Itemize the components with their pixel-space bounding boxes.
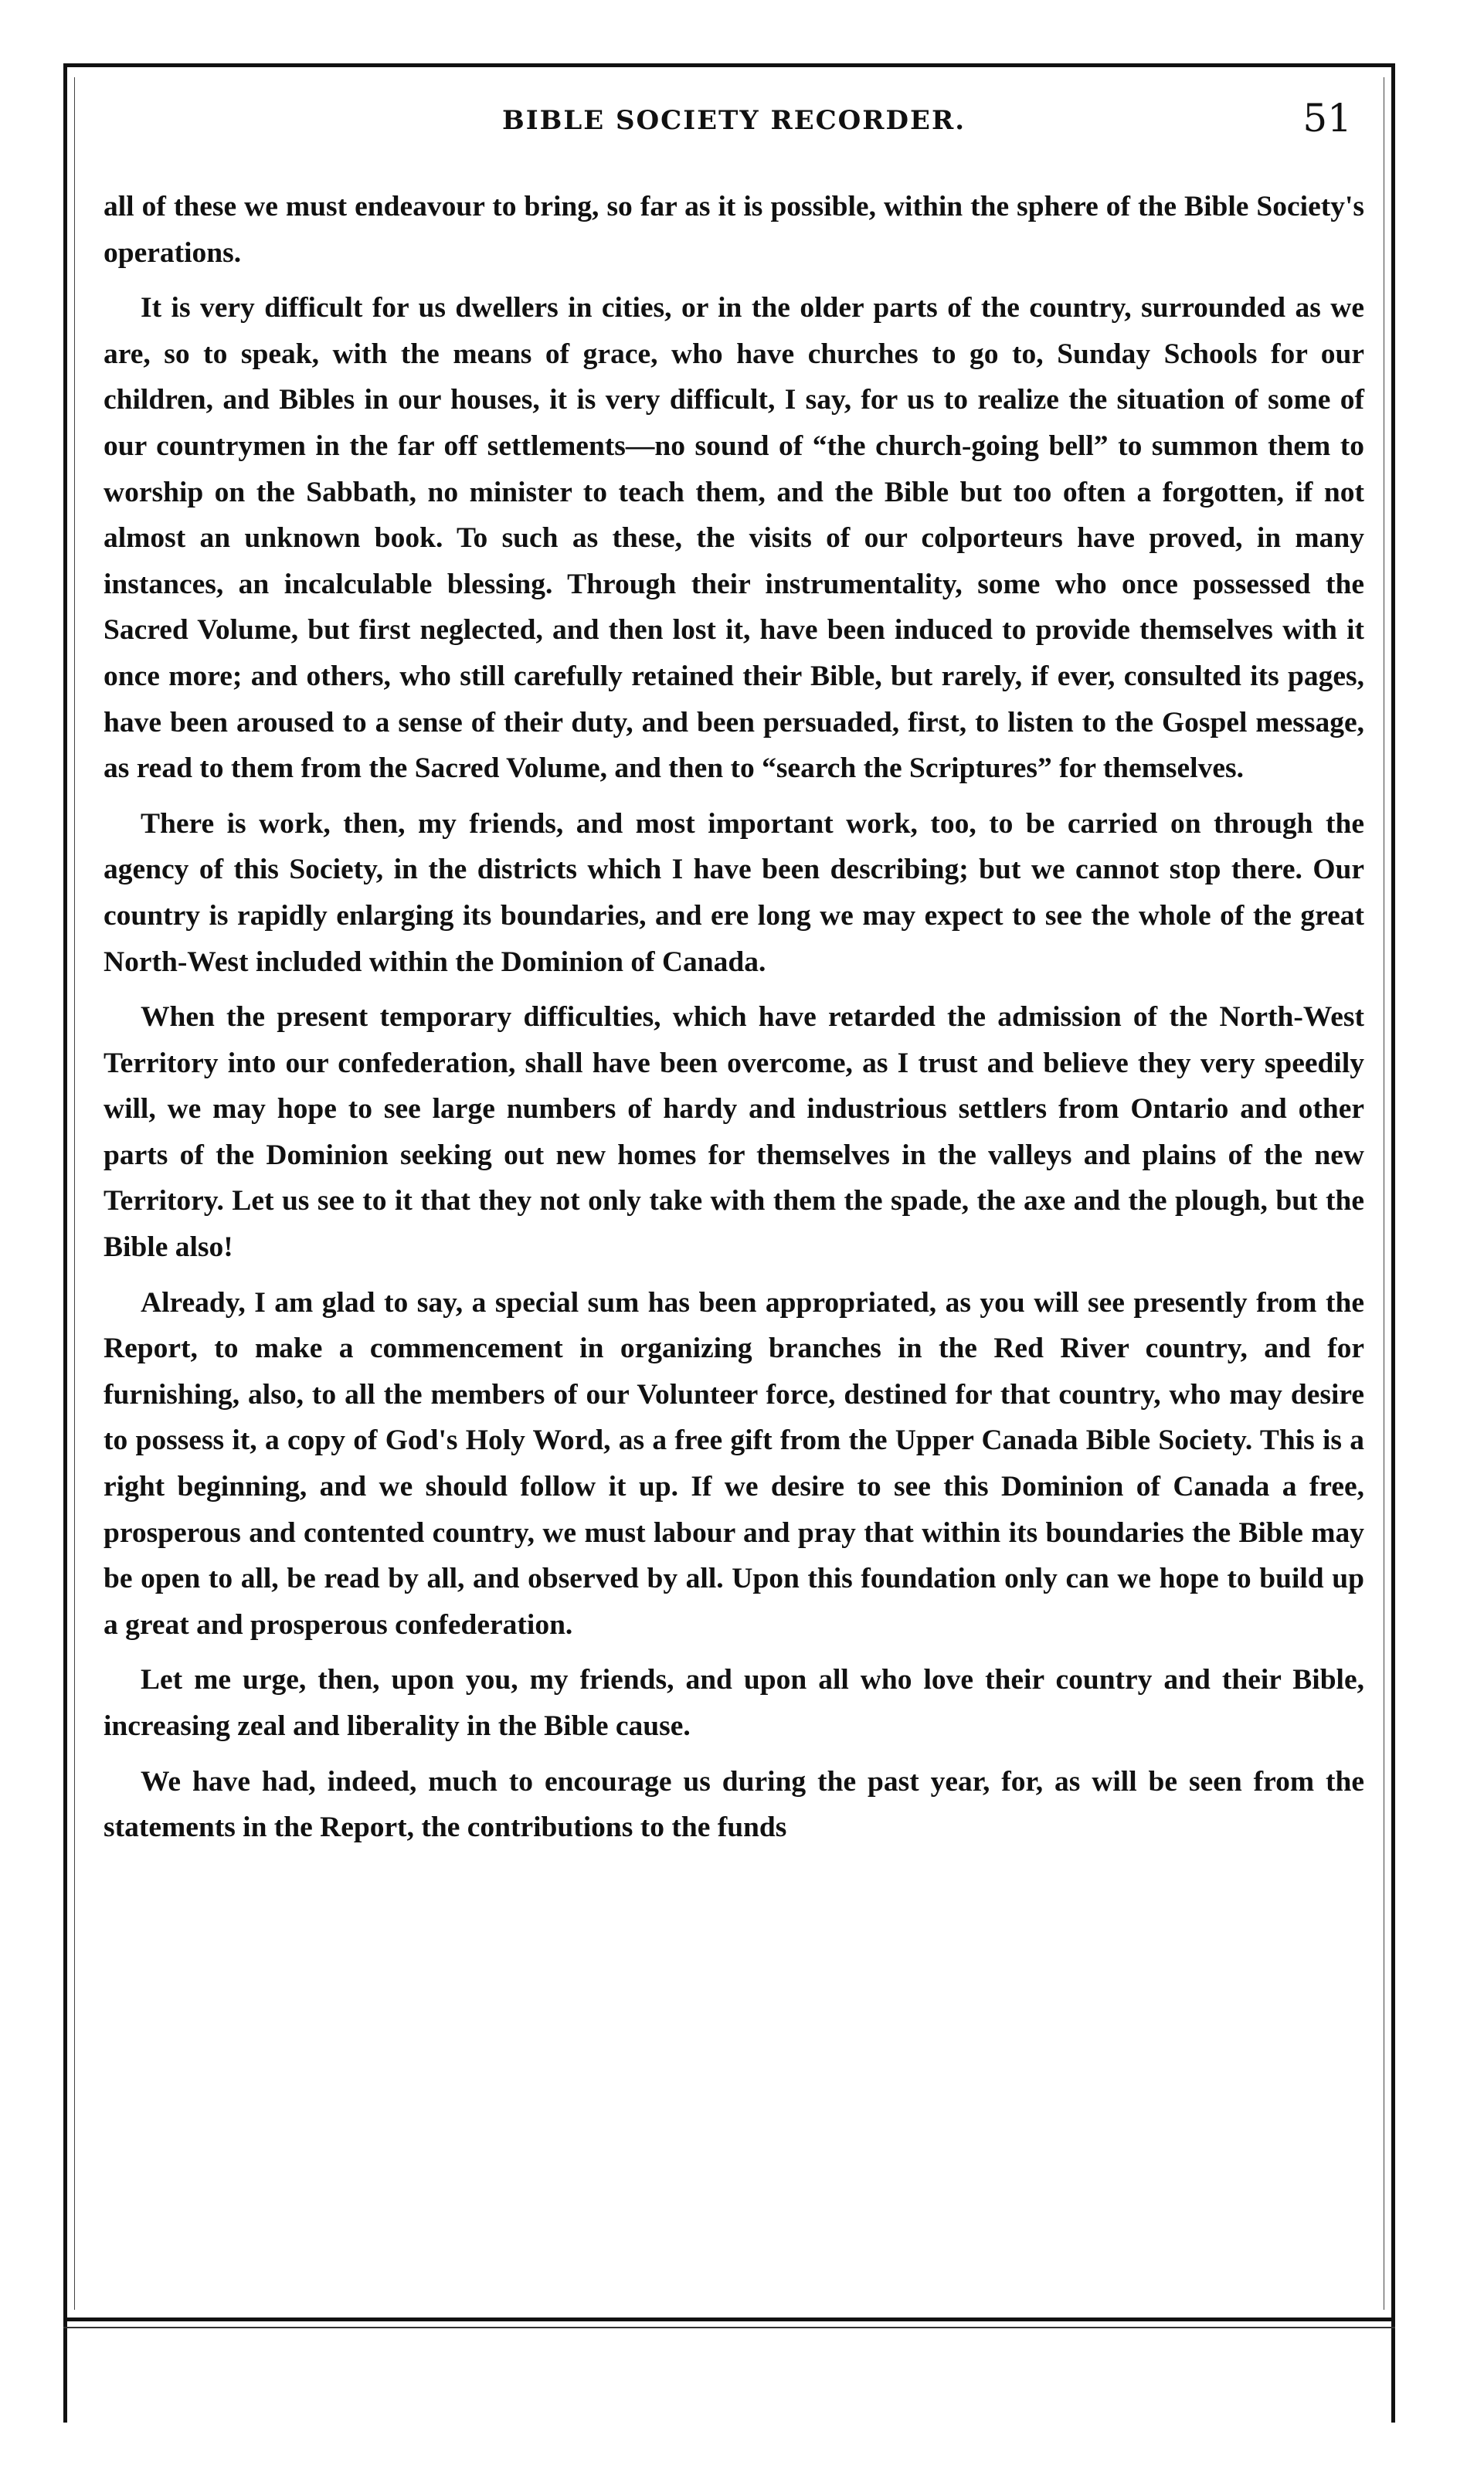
paragraph: It is very difficult for us dwellers in cities, or in the older parts of the country, surrounded as we are, so to speak, with the means of grace, who have churches to go to, Sunday Schools for our children, and Bibles in our houses, it is very difficult, I say, for us to realize the situation of some of our countrymen in the far off settlements—no sound of “the church-going bell” to summon them to worship on the Sabbath, no minister to teach them, and the Bible but too often a forgotten, if not almost an unknown book. To such as these, the visits of our colporteurs have proved, in many instances, an incalculable blessing. Through their instrumentality, some who once possessed the Sacred Volume, but first neglected, and then lost it, have been induced to provide themselves with it once more; and others, who still carefully retained their Bible, but rarely, if ever, consulted its pages, have been aroused to a sense of their duty, and been persuaded, first, to listen to the Gospel message, as read to them from the Sacred Volume, and then to “search the Scriptures” for themselves. <box>104 292 1364 785</box>
paragraph: There is work, then, my friends, and most important work, too, to be carried on through the agency of this Society, in the districts which I have been describing; but we cannot stop there. Our country is rapidly enlarging its boundaries, and ere long we may expect to see the whole of the great North-West included within the Dominion of Canada. <box>104 807 1364 978</box>
paragraph: Already, I am glad to say, a special sum has been appropriated, as you will see presently from the Report, to make a commencement in organizing branches in the Red River country, and for furnishing, also, to all the members of our Volunteer force, destined for that country, who may desire to possess it, a copy of God's Holy Word, as a free gift from the Upper Canada Bible Society. This is a right beginning, and we should follow it up. If we desire to see this Dominion of Canada a free, prosperous and contented country, we must labour and pray that within its boundaries the Bible may be open to all, be read by all, and observed by all. Upon this foundation only can we hope to build up a great and prosperous confederation. <box>104 1286 1364 1641</box>
bottom-rule-thin <box>63 2327 1395 2328</box>
paragraph: Let me urge, then, upon you, my friends, and upon all who love their country and their Bible, increasing zeal and liberality in the Bible cause. <box>104 1664 1364 1742</box>
bottom-rule <box>63 2318 1395 2321</box>
paragraph: We have had, indeed, much to encourage us during the past year, for, as will be seen from the statements in the Report, the contributions to the funds <box>104 1765 1364 1844</box>
paragraph: When the present temporary difficulties, which have retarded the admission of the North-West Territory into our confederation, shall have been overcome, as I trust and believe they very speedily will, we may hope to see large numbers of hardy and industrious settlers from Ontario and other parts of the Dominion seeking out new homes for themselves in the valleys and plains of the new Territory. Let us see to it that they not only take with them the spade, the axe and the plough, but the Bible also! <box>104 1001 1364 1264</box>
page-number: 51 <box>1302 96 1352 141</box>
running-title: BIBLE SOCIETY RECORDER. <box>501 105 966 136</box>
paragraph: all of these we must endeavour to bring, so far as it is possible, within the sphere of the Bible Society's operations. <box>104 191 1364 269</box>
page-header <box>100 91 1367 153</box>
article-body <box>104 184 1364 1860</box>
